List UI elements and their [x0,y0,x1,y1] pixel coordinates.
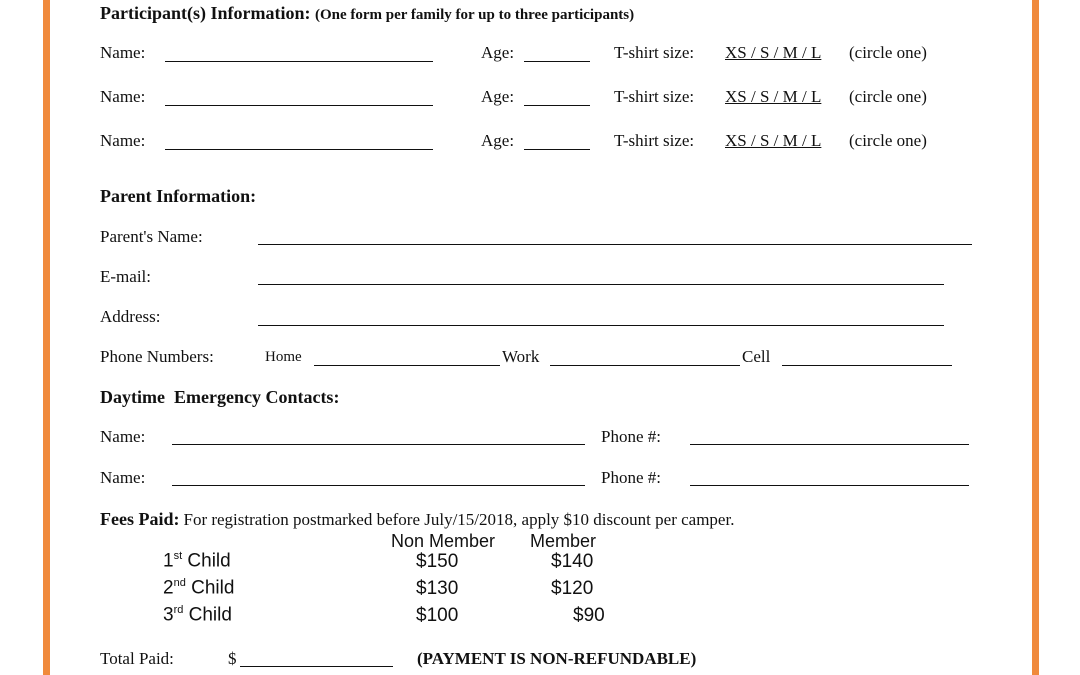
emergency-1-phone-field[interactable] [690,444,969,445]
parent-name-field[interactable] [258,244,972,245]
fee-row-1-member: $140 [551,551,594,572]
fee-row-1-label: 1st Child [163,550,231,572]
fees-note: For registration postmarked before July/15/2018, apply $10 discount per camper. [183,510,735,529]
work-phone-field[interactable] [550,365,740,366]
participant-2-name-label: Name: [100,87,146,106]
participant-1-name-label: Name: [100,43,146,62]
emergency-1-name-field[interactable] [172,444,585,445]
participant-3-tshirt-label: T-shirt size: [614,131,695,150]
emergency-2-name-label: Name: [100,468,146,487]
participant-2-circle-note: (circle one) [849,87,927,106]
work-phone-label: Work [502,347,540,366]
participant-1-age-label: Age: [481,43,515,62]
fee-row-2-label: 2nd Child [163,577,235,599]
address-label: Address: [100,307,161,326]
participant-1-tshirt-label: T-shirt size: [614,43,695,62]
participant-2-tshirt-label: T-shirt size: [614,87,695,106]
participant-1-name-field[interactable] [165,61,433,62]
col-member: Member [530,531,597,551]
email-field[interactable] [258,284,944,285]
participant-3-name-field[interactable] [165,149,433,150]
emergency-1-phone-label: Phone #: [601,427,661,446]
participant-3-name-label: Name: [100,131,146,150]
participant-3-age-field[interactable] [524,149,590,150]
participants-heading: Participant(s) Information: (One form per family for up to three participants) [100,3,635,23]
parent-heading: Parent Information: [100,186,257,206]
participant-3-tshirt-sizes[interactable]: XS / S / M / L [725,131,822,150]
cell-phone-field[interactable] [782,365,952,366]
participant-3-circle-note: (circle one) [849,131,927,150]
parent-name-label: Parent's Name: [100,227,203,246]
emergency-heading: Daytime Emergency Contacts: [100,387,340,407]
fees-heading: Fees Paid: [100,509,180,529]
participant-1-age-field[interactable] [524,61,590,62]
participant-2-tshirt-sizes[interactable]: XS / S / M / L [725,87,822,106]
fee-row-2-non-member: $130 [416,578,459,599]
participant-1-tshirt-sizes[interactable]: XS / S / M / L [725,43,822,62]
fees-section [100,509,734,530]
page-border-left [43,0,50,675]
participant-3-age-label: Age: [481,131,515,150]
total-currency: $ [228,649,237,668]
non-refundable-notice: (PAYMENT IS NON-REFUNDABLE) [417,649,697,668]
fee-row-1-non-member: $150 [416,551,459,572]
total-paid-field[interactable] [240,666,393,667]
total-paid-label: Total Paid: [100,649,174,668]
col-non-member: Non Member [391,531,496,551]
participants-note: (One form per family for up to three participants) [314,7,635,23]
page-border-right [1032,0,1039,675]
fee-row-3-label: 3rd Child [163,604,232,626]
emergency-1-name-label: Name: [100,427,146,446]
cell-phone-label: Cell [742,347,771,366]
participant-2-age-label: Age: [481,87,515,106]
participant-2-name-field[interactable] [165,105,433,106]
emergency-2-name-field[interactable] [172,485,585,486]
address-field[interactable] [258,325,944,326]
emergency-2-phone-field[interactable] [690,485,969,486]
home-phone-field[interactable] [314,365,500,366]
email-label: E-mail: [100,267,151,286]
participant-2-age-field[interactable] [524,105,590,106]
fee-row-3-non-member: $100 [416,605,459,626]
emergency-2-phone-label: Phone #: [601,468,661,487]
home-phone-label: Home [265,349,302,365]
fee-row-3-member: $90 [573,605,605,626]
participant-1-circle-note: (circle one) [849,43,927,62]
fee-row-2-member: $120 [551,578,594,599]
phone-numbers-label: Phone Numbers: [100,347,214,366]
